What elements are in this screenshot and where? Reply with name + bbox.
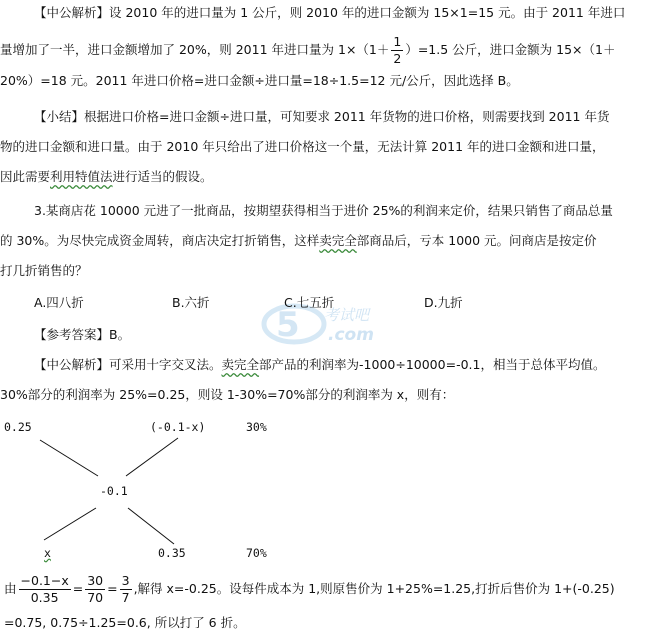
q3-line2-b: 部商品后，亏本 1000 元。问商店是按定价: [356, 233, 597, 248]
reference-answer: 【参考答案】B。: [34, 327, 131, 342]
p1-line1: 【中公解析】设 2010 年的进口量为 1 公斤，则 2010 年的进口金额为 15×1=15 元。由于 2011 年进口: [34, 5, 626, 20]
cross-line-top-right: [126, 438, 178, 476]
q3-line2-wavy: 卖完全: [319, 233, 357, 248]
cross-line-top-left: [40, 440, 98, 476]
option-c: C.七五折: [284, 295, 335, 310]
analysis-line1-a: 【中公解析】可采用十字交叉法。: [34, 357, 222, 372]
cross-line-bottom-left: [44, 508, 96, 540]
option-a: A.四八折: [34, 295, 84, 310]
solution-rest: ,解得 x=-0.25。设每件成本为 1,则原售价为 1+25%=1.25,打折后售价为 1+(-0.25): [133, 581, 615, 596]
option-b: B.六折: [172, 295, 210, 310]
q3-line2: [0, 232, 597, 250]
cross-line-bottom-right: [128, 508, 174, 544]
watermark-domain: .com: [328, 325, 374, 345]
fraction-3: [120, 573, 132, 606]
p2-line3-wavy: 利用特值法: [50, 169, 113, 184]
q3-line3: 打几折销售的？: [0, 263, 88, 278]
fraction-2: [85, 573, 105, 606]
fraction-3-num: 3: [121, 573, 130, 588]
diagram-center: -0.1: [100, 484, 128, 498]
p2-line3-a: 因此需要: [0, 169, 51, 184]
watermark-brand: 考试吧: [324, 306, 370, 324]
option-d: D.九折: [424, 295, 463, 310]
diagram-bottom-left: x: [44, 546, 51, 560]
p1-line2-a: 量增加了一半，进口金额增加了 20%，则 2011 年进口量为 1×（1＋: [0, 42, 390, 57]
diagram-top-mid: (-0.1-x): [150, 420, 206, 434]
analysis-line1-b: 部产品的利润率为-1000÷10000=-0.1，相当于总体平均值。: [259, 357, 606, 372]
q3-line2-a: 的 30%。为尽快完成资金周转，商店决定打折销售，这样: [0, 233, 320, 248]
analysis-line1-wavy: 卖完全: [221, 357, 260, 372]
half-fraction: [391, 34, 403, 67]
p1-line3: 20%）=18 元。2011 年进口价格=进口金额÷进口量=18÷1.5=12 元/公斤，因此选择 B。: [0, 73, 519, 88]
analysis-line2: 30%部分的利润率为 25%=0.25，则设 1-30%=70%部分的利润率为 x，则有：: [0, 387, 455, 402]
fraction-3-den: 7: [121, 590, 130, 605]
diagram-bottom-mid: 0.35: [158, 546, 186, 560]
solution-line2: =0.75, 0.75÷1.25=0.6, 所以打了 6 折。: [4, 615, 246, 630]
fraction-1-den: 0.35: [30, 590, 59, 605]
solution-line1: 由 $\frac{-0.1-x}{0.35}$ = $\frac{30}{70}$ = $\frac{3}{7}$ ,解得 x=-0.25。设每件成本为 1,则原售价为 1+25%=1.25,打折后售价为 1+(-0.25): [4, 573, 615, 605]
fraction-2-num: 30: [87, 573, 104, 588]
diagram-top-right: 30%: [246, 420, 267, 434]
fraction-1-num: −0.1−x: [20, 573, 69, 588]
watermark-digits: 5: [276, 305, 300, 345]
p1-line2: [0, 34, 615, 67]
q3-line1: 3.某商店花 10000 元进了一批商品，按期望获得相当于进价 25%的利润来定价，结果只销售了商品总量: [34, 203, 613, 218]
cross-lines: [0, 410, 658, 580]
half-fraction-den: 2: [393, 51, 402, 66]
p2-line1: 【小结】根据进口价格=进口金额÷进口量，可知要求 2011 年货物的进口价格，则需要找到 2011 年货: [34, 109, 610, 124]
diagram-top-left: 0.25: [4, 420, 32, 434]
p2-line3-b: 进行适当的假设。: [112, 169, 213, 184]
cross-method-diagram: [0, 410, 658, 580]
fraction-1: [19, 573, 71, 606]
diagram-bottom-right: 70%: [246, 546, 267, 560]
analysis-line1: [34, 356, 605, 374]
half-fraction-num: 1: [393, 34, 402, 49]
solution-prefix: 由: [4, 581, 17, 596]
p1-line2-b: ）=1.5 公斤，进口金额为 15×（1＋: [405, 42, 616, 57]
p2-line3: [0, 168, 213, 186]
fraction-2-den: 70: [87, 590, 104, 605]
p2-line2: 物的进口金额和进口量。由于 2010 年只给出了进口价格这一个量，无法计算 2011 年的进口金额和进口量，: [0, 139, 605, 154]
